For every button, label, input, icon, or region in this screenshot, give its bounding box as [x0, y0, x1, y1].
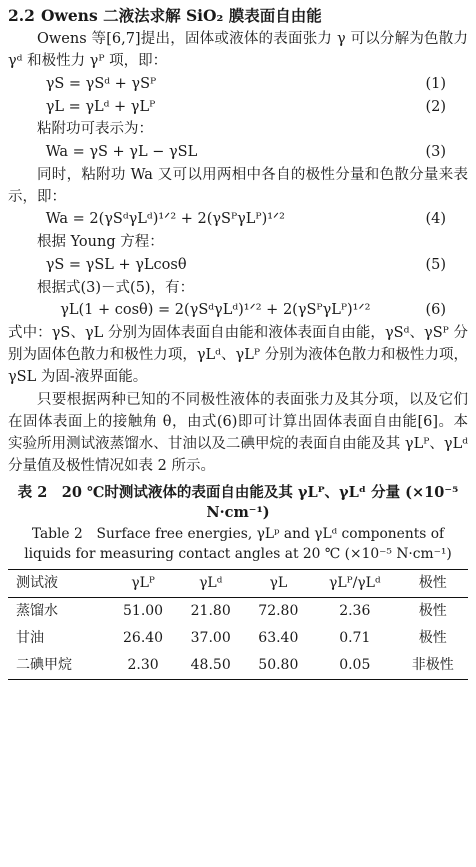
table-header-row: [8, 569, 468, 597]
equation-3-expr: Wa = γS + γL − γSL: [45, 144, 198, 160]
table-header-cell: γLᴾ: [109, 569, 177, 597]
paragraph-adhesion: 粘附功可表示为：: [37, 121, 153, 138]
table-cell: 21.80: [190, 602, 231, 619]
equation-4-label: (4): [425, 211, 446, 228]
equation-5-expr: γS = γSL + γLcosθ: [45, 256, 187, 273]
equation-1-label: (1): [425, 75, 446, 92]
table-row: [8, 652, 468, 680]
table-cell: 极性: [418, 629, 447, 646]
paragraph-derive: 根据式(3)－式(5)，有：: [37, 279, 195, 296]
table-cell: 非极性: [397, 652, 468, 680]
equation-6-expr: γL(1 + cosθ) = 2(γSᵈγLᵈ)¹ᐟ² + 2(γSᴾγLᴾ)¹ᐟ²: [60, 302, 371, 319]
table-cell: 2.30: [109, 652, 177, 680]
paragraph-young: 根据 Young 方程：: [37, 234, 164, 250]
paragraph-intro: Owens 等[6,7]提出，固体或液体的表面张力 γ 可以分解为色散力 γᵈ 和极性力 γᴾ 项，即：: [8, 31, 468, 69]
table-cell: 二碘甲烷: [8, 652, 109, 680]
equation-6: [8, 300, 468, 322]
equation-5: [8, 255, 468, 277]
equation-5-label: (5): [425, 256, 446, 273]
table-header-cell: γLᵈ: [177, 569, 245, 597]
data-table: [8, 569, 468, 680]
table-cell: 蒸馏水: [16, 602, 58, 619]
table-row: [8, 625, 468, 652]
table-cell: 26.40: [123, 629, 164, 646]
equation-4-expr: Wa = 2(γSᵈγLᵈ)¹ᐟ² + 2(γSᴾγLᴾ)¹ᐟ²: [45, 211, 285, 228]
equation-3-label: (3): [425, 144, 446, 160]
table-header-cell: γLᴾ/γLᵈ: [312, 569, 397, 597]
table-cell: 63.40: [258, 629, 299, 646]
table-header-cell: 测试液: [8, 569, 109, 597]
section-title: Owens 二液法求解 SiO₂ 膜表面自由能: [40, 6, 322, 25]
paragraph-components: 同时，粘附功 Wa 又可以用两相中各自的极性分量和色散分量来表示，即：: [8, 166, 468, 205]
equation-2-expr: γL = γLᵈ + γLᴾ: [45, 98, 156, 115]
equation-6-label: (6): [425, 302, 446, 319]
table-cell: 48.50: [177, 652, 245, 680]
equation-4: [8, 209, 468, 231]
table-cell: 0.71: [339, 629, 371, 646]
equation-2-label: (2): [425, 98, 446, 115]
paragraph-method: 只要根据两种已知的不同极性液体的表面张力及其分项，以及它们在固体表面上的接触角 θ，由式(6)即可计算出固体表面自由能[6]。本实验所用测试液蒸馏水、甘油以及二碘甲烷的表面自由能及其 γLᴾ、γLᵈ 分量值及极性情况如表 2 所示。: [8, 392, 468, 474]
table-cell: 2.36: [339, 602, 371, 619]
table-cell: 0.05: [312, 652, 397, 680]
table-row: [8, 597, 468, 625]
table-header-cell: 极性: [397, 569, 468, 597]
table-caption-cn: 表 2 20 ℃时测试液体的表面自由能及其 γLᴾ、γLᵈ 分量 (×10⁻⁵ N·cm⁻¹): [17, 484, 459, 521]
equation-1: [8, 74, 468, 96]
table-cell: 极性: [418, 602, 447, 619]
section-heading: [8, 4, 468, 27]
table-cell: 甘油: [16, 629, 44, 646]
equation-1-expr: γS = γSᵈ + γSᴾ: [45, 75, 157, 92]
table-header-cell: γL: [245, 569, 313, 597]
section-number: 2.2: [8, 6, 35, 25]
table-cell: 72.80: [258, 602, 299, 619]
table-caption-en: Table 2 Surface free energies, γLᵖ and γLᵈ components of liquids for measuring contact angles at 20 ℃ (×10⁻⁵ N·cm⁻¹): [24, 526, 452, 562]
table-cell: 50.80: [245, 652, 313, 680]
table-cell: 37.00: [190, 629, 231, 646]
equation-2: [8, 97, 468, 119]
paragraph-symbols: 式中：γS、γL 分别为固体表面自由能和液体表面自由能，γSᵈ、γSᴾ 分别为固体色散力和极性力项，γLᵈ、γLᴾ 分别为液体色散力和极性力项，γSL 为固-液界面能。: [8, 325, 468, 385]
equation-3: [8, 142, 468, 164]
table-cell: 51.00: [123, 602, 164, 619]
